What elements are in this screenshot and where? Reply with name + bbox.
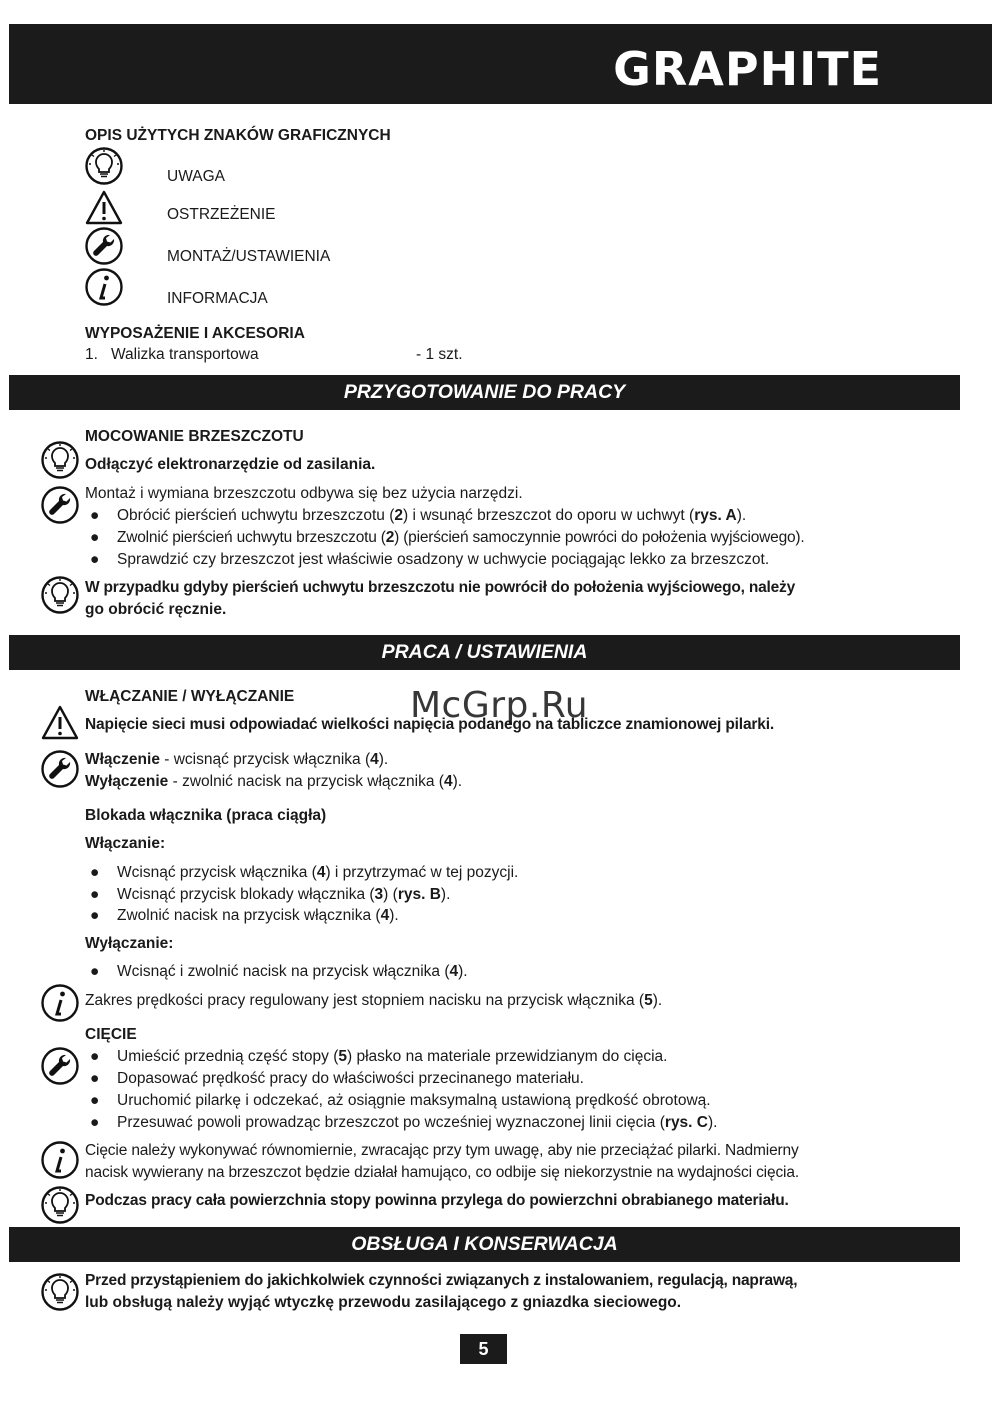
bulb-icon — [40, 1272, 80, 1312]
list-item: ● Dopasować prędkość pracy do właściwości przecinanego materiału. — [90, 1070, 584, 1087]
wrench-icon — [40, 1046, 80, 1086]
legend-label-info: INFORMACJA — [167, 290, 268, 307]
list-item: ● Obrócić pierścień uchwytu brzeszczotu (2) i wsunąć brzeszczot do oporu w uchwyt (rys. A). — [90, 507, 747, 524]
off-heading: Wyłączanie: — [85, 935, 174, 952]
legend-label-warning: OSTRZEŻENIE — [167, 206, 276, 223]
wrench-icon — [84, 226, 124, 266]
info-icon — [40, 1140, 80, 1180]
list-item: ● Uruchomić pilarkę i odczekać, aż osiągnie maksymalną ustawioną prędkość obrotową. — [90, 1092, 711, 1109]
equipment-num: 1. — [85, 346, 98, 363]
manual-rotate-note: W przypadku gdyby pierścień uchwytu brzeszczotu nie powrócił do położenia wyjściowego, należy — [85, 579, 796, 596]
warning-icon — [40, 703, 80, 743]
bulb-icon — [40, 575, 80, 615]
equipment-title: WYPOSAŻENIE I AKCESORIA — [85, 325, 305, 342]
cutting-info-2: nacisk wywierany na brzeszczot będzie działał hamująco, co odbije się niekorzystnie na wydajności cięcia. — [85, 1164, 799, 1181]
list-item: ● Przesuwać powoli prowadząc brzeszczot po wcześniej wyznaczonej linii cięcia (rys. C). — [90, 1114, 718, 1131]
warning-icon — [84, 188, 124, 228]
list-item: ● Umieścić przednią część stopy (5) płasko na materiale przewidzianym do cięcia. — [90, 1048, 668, 1065]
disconnect-warning: Odłączyć elektronarzędzie od zasilania. — [85, 456, 376, 473]
equipment-qty: - 1 szt. — [416, 346, 463, 363]
maintenance-note-2: lub obsługą należy wyjąć wtyczkę przewodu zasilającego z gniazdka sieciowego. — [85, 1294, 682, 1311]
manual-rotate-note-2: go obrócić ręcznie. — [85, 601, 227, 618]
wrench-icon — [40, 485, 80, 525]
sub-cutting: CIĘCIE — [85, 1026, 137, 1043]
legend-label-attention: UWAGA — [167, 168, 225, 185]
mounting-intro: Montaż i wymiana brzeszczotu odbywa się bez użycia narzędzi. — [85, 485, 523, 502]
voltage-warning: Napięcie sieci musi odpowiadać wielkości napięcia podanego na tabliczce znamionowej pilarki. — [85, 716, 775, 733]
on-heading: Włączanie: — [85, 835, 166, 852]
sub-on-off: WŁĄCZANIE / WYŁĄCZANIE — [85, 688, 295, 705]
bulb-icon — [84, 146, 124, 186]
info-icon — [84, 267, 124, 307]
page-number: 5 — [460, 1334, 507, 1364]
cutting-info: Cięcie należy wykonywać równomiernie, zwracając przy tym uwagę, aby nie przeciążać pilarki. Nadmierny — [85, 1142, 799, 1159]
legend-title: OPIS UŻYTYCH ZNAKÓW GRAFICZNYCH — [85, 127, 391, 144]
list-item: ● Zwolnić pierścień uchwytu brzeszczotu (2) (pierścień samoczynnie powróci do położenia wyjściowego). — [90, 529, 805, 546]
list-item: ● Sprawdzić czy brzeszczot jest właściwie osadzony w uchwycie pociągając lekko za brzeszczot. — [90, 551, 770, 568]
equipment-item: Walizka transportowa — [111, 346, 259, 363]
list-item: ● Wcisnąć przycisk włącznika (4) i przytrzymać w tej pozycji. — [90, 864, 519, 881]
maintenance-note: Przed przystąpieniem do jakichkolwiek czynności związanych z instalowaniem, regulacją, naprawą, — [85, 1272, 798, 1289]
list-item: ● Zwolnić nacisk na przycisk włącznika (4). — [90, 907, 399, 924]
section-bar-preparation: PRZYGOTOWANIE DO PRACY — [9, 375, 960, 410]
speed-info: Zakres prędkości pracy regulowany jest stopniem nacisku na przycisk włącznika (5). — [85, 992, 663, 1009]
brand-logo: GRAPHITE — [613, 42, 882, 96]
watermark: McGrp.Ru — [410, 685, 589, 726]
section-bar-maintenance: OBSŁUGA I KONSERWACJA — [9, 1227, 960, 1262]
info-icon — [40, 983, 80, 1023]
switch-on-line: Włączenie - wcisnąć przycisk włącznika (4). — [85, 751, 389, 768]
bulb-icon — [40, 1185, 80, 1225]
wrench-icon — [40, 749, 80, 789]
lock-heading: Blokada włącznika (praca ciągła) — [85, 807, 327, 824]
list-item: ● Wcisnąć i zwolnić nacisk na przycisk włącznika (4). — [90, 963, 468, 980]
bulb-icon — [40, 440, 80, 480]
list-item: ● Wcisnąć przycisk blokady włącznika (3) (rys. B). — [90, 886, 451, 903]
switch-off-line: Wyłączenie - zwolnić nacisk na przycisk włącznika (4). — [85, 773, 463, 790]
foot-note: Podczas pracy cała powierzchnia stopy powinna przylega do powierzchni obrabianego materiału. — [85, 1192, 789, 1209]
section-bar-operation: PRACA / USTAWIENIA — [9, 635, 960, 670]
legend-label-assembly: MONTAŻ/USTAWIENIA — [167, 248, 331, 265]
sub-blade-mounting: MOCOWANIE BRZESZCZOTU — [85, 428, 304, 445]
